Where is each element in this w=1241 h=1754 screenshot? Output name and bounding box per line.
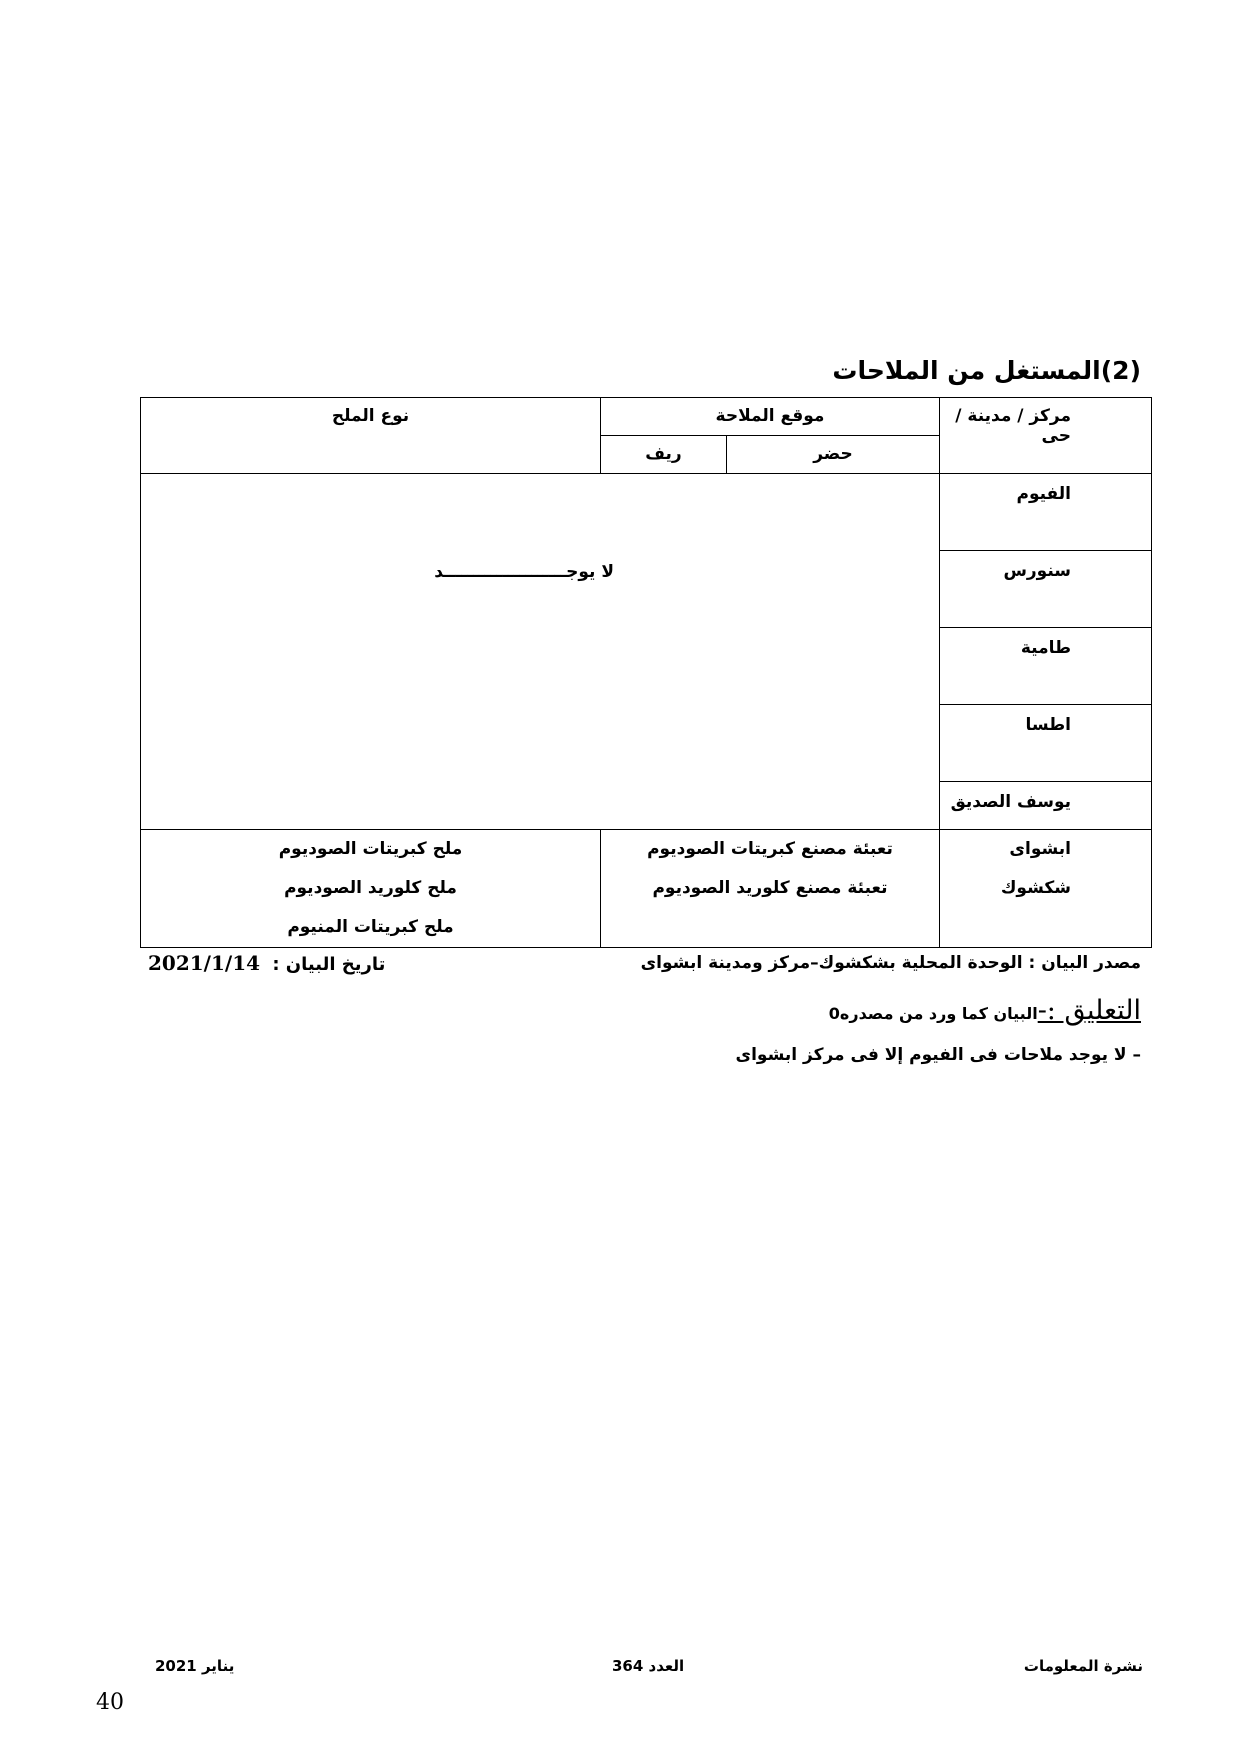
- date-label: تاريخ البيان :: [272, 954, 386, 975]
- place-cell: ابشواى: [1009, 839, 1071, 859]
- date-value: 2021/1/14: [148, 951, 261, 975]
- site-cell: تعبئة مصنع كلوريد الصوديوم: [652, 878, 888, 898]
- salt-types-cell: [141, 830, 601, 948]
- section-title: (2)المستغل من الملاحات: [832, 356, 1141, 385]
- salt-works-table: [140, 397, 1152, 948]
- place-cell: يوسف الصديق: [940, 782, 1152, 830]
- note: – لا يوجد ملاحات فى الفيوم إلا فى مركز ابشواى: [735, 1045, 1141, 1065]
- data-date: [148, 951, 385, 975]
- page-number: 40: [96, 1690, 124, 1715]
- place-cell: اطسا: [940, 705, 1152, 782]
- header-rural: ريف: [601, 436, 727, 474]
- comment: [829, 995, 1141, 1026]
- salt-type-cell: ملح كبريتات المنيوم: [287, 917, 454, 937]
- header-urban: حضر: [727, 436, 940, 474]
- sites-cell: [601, 830, 940, 948]
- place-cell: الفيوم: [940, 474, 1152, 551]
- data-source: مصدر البيان : الوحدة المحلية بشكشوك–مركز ومدينة ابشواى: [640, 953, 1141, 973]
- footer-month: يناير 2021: [155, 1657, 235, 1675]
- header-area: مركز / مدينة / حى: [940, 398, 1152, 474]
- footer-publication: نشرة المعلومات: [1023, 1657, 1143, 1675]
- place-cell: طامية: [940, 628, 1152, 705]
- salt-type-cell: ملح كبريتات الصوديوم: [278, 839, 463, 859]
- filled-places-cell: [940, 830, 1152, 948]
- header-site: موقع الملاحة: [601, 398, 940, 436]
- site-cell: تعبئة مصنع كبريتات الصوديوم: [647, 839, 893, 859]
- comment-label: التعليق :-: [1037, 995, 1141, 1026]
- salt-type-cell: ملح كلوريد الصوديوم: [284, 878, 457, 898]
- empty-note: لا يوجـــــــــــــــــــــد: [141, 474, 940, 830]
- header-salt-type: نوع الملح: [141, 398, 601, 474]
- comment-text: البيان كما ورد من مصدره0: [828, 1004, 1038, 1023]
- place-cell: شكشوك: [1000, 878, 1071, 898]
- place-cell: سنورس: [940, 551, 1152, 628]
- footer-issue: العدد 364: [612, 1657, 685, 1675]
